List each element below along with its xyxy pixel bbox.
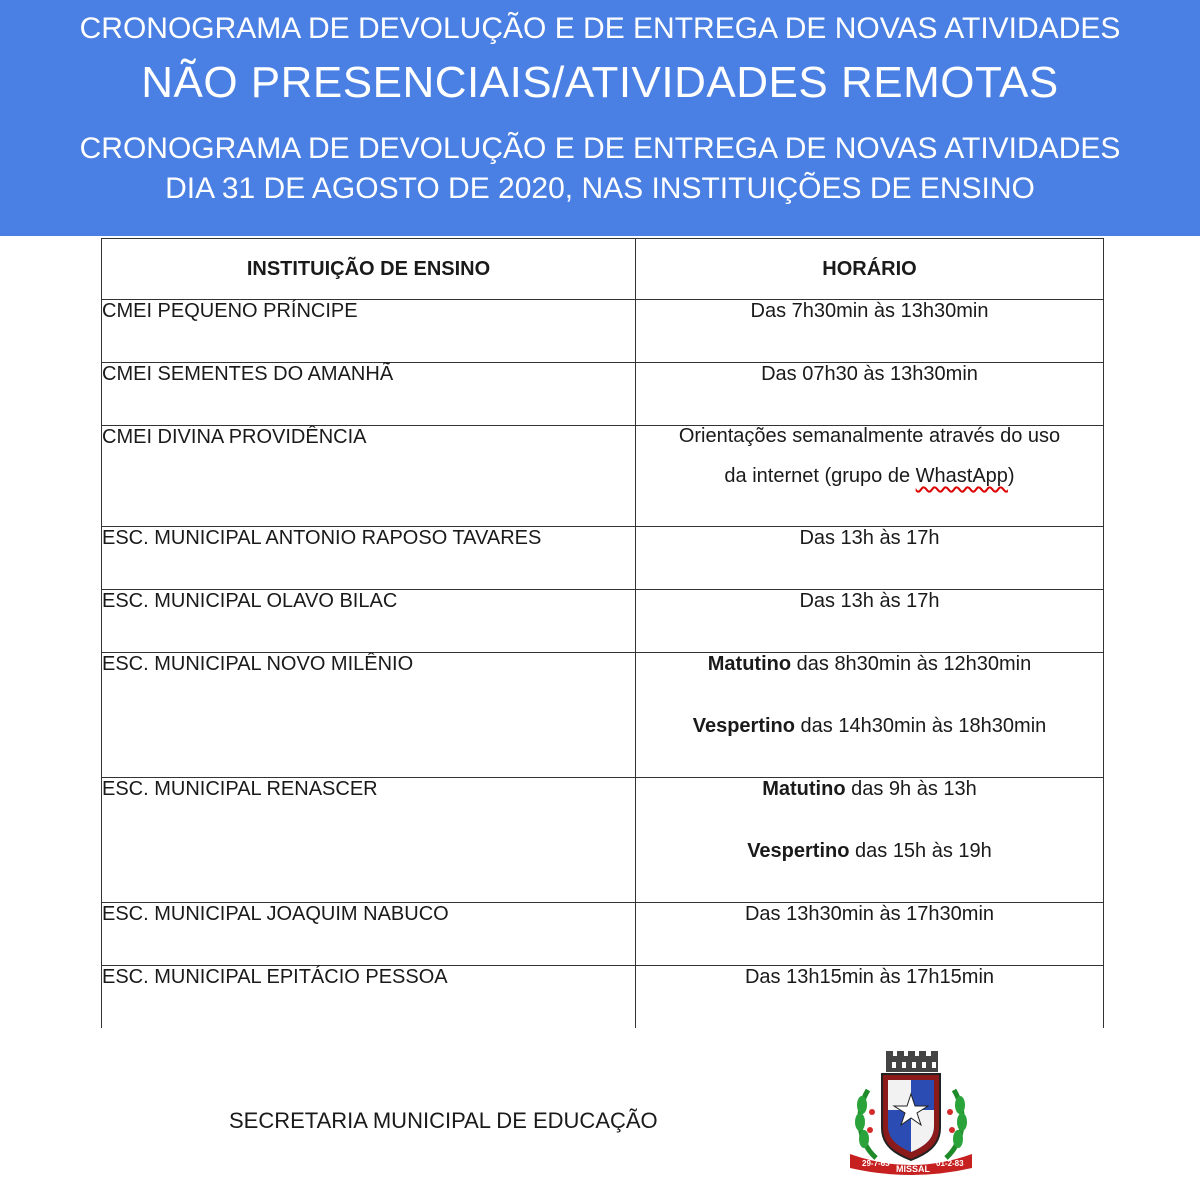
table-row [102,590,1104,653]
table-row [102,527,1104,590]
table-row [102,778,1104,903]
shift-label: Matutino [762,778,846,800]
schedule-text-line-2a: da internet (grupo de [724,465,916,487]
table-header-row [102,239,1104,300]
schedule-cell: Das 13h às 17h [636,527,1104,590]
crest-left-date: 29-7-63 [862,1159,890,1168]
banner-title: NÃO PRESENCIAIS/ATIVIDADES REMOTAS [141,58,1059,107]
banner-line-4: DIA 31 DE AGOSTO DE 2020, NAS INSTITUIÇÕES DE ENSINO [165,172,1035,205]
schedule-text-line-1: Orientações semanalmente através do uso [678,425,1061,447]
institution-cell: CMEI DIVINA PROVIDÊNCIA [102,426,636,527]
table-row [102,966,1104,1029]
banner-line-3: CRONOGRAMA DE DEVOLUÇÃO E DE ENTREGA DE NOVAS ATIVIDADES [79,132,1121,165]
whatsapp-word: WhastApp [915,465,1008,487]
header-banner [0,0,1200,236]
table-row [102,653,1104,778]
shift-morning [708,653,1031,675]
header-schedule: HORÁRIO [636,239,1104,300]
banner-line-1: CRONOGRAMA DE DEVOLUÇÃO E DE ENTREGA DE NOVAS ATIVIDADES [79,12,1121,45]
shift-time: das 8h30min às 12h30min [791,653,1032,675]
institution-cell: CMEI PEQUENO PRÍNCIPE [102,300,636,363]
shift-label: Matutino [707,653,792,675]
schedule-cell: Das 7h30min às 13h30min [636,300,1104,363]
institution-cell: ESC. MUNICIPAL RENASCER [102,778,636,903]
shift-time: das 14h30min às 18h30min [794,715,1047,737]
shift-time: das 9h às 13h [845,778,977,800]
shift-time: das 15h às 19h [849,840,992,862]
institution-cell: ESC. MUNICIPAL NOVO MILÊNIO [102,653,636,778]
table-row [102,426,1104,527]
shift-label: Vespertino [747,840,850,862]
institution-cell: ESC. MUNICIPAL JOAQUIM NABUCO [102,903,636,966]
crest-right-date: 01-2-83 [936,1159,964,1168]
shift-morning [762,778,977,800]
schedule-cell [636,653,1104,778]
municipal-crest-logo [846,1050,976,1175]
institution-cell: ESC. MUNICIPAL OLAVO BILAC [102,590,636,653]
schedule-cell [636,778,1104,903]
shift-label: Vespertino [692,715,795,737]
schedule-cell: Das 13h às 17h [636,590,1104,653]
institution-cell: ESC. MUNICIPAL ANTONIO RAPOSO TAVARES [102,527,636,590]
shift-afternoon [636,715,1103,738]
institution-cell: CMEI SEMENTES DO AMANHÃ [102,363,636,426]
crest-name: MISSAL [896,1164,931,1174]
schedule-text-line-2c: ) [1007,465,1015,487]
table-row [102,300,1104,363]
schedule-cell: Das 13h15min às 17h15min [636,966,1104,1029]
schedule-table [101,238,1104,1028]
footer-department: SECRETARIA MUNICIPAL DE EDUCAÇÃO [229,1108,658,1133]
schedule-cell: Das 07h30 às 13h30min [636,363,1104,426]
table-row [102,903,1104,966]
schedule-cell: Das 13h30min às 17h30min [636,903,1104,966]
schedule-cell [636,426,1104,527]
shift-afternoon [636,840,1103,863]
header-institution: INSTITUIÇÃO DE ENSINO [102,239,636,300]
institution-cell: ESC. MUNICIPAL EPITÁCIO PESSOA [102,966,636,1029]
